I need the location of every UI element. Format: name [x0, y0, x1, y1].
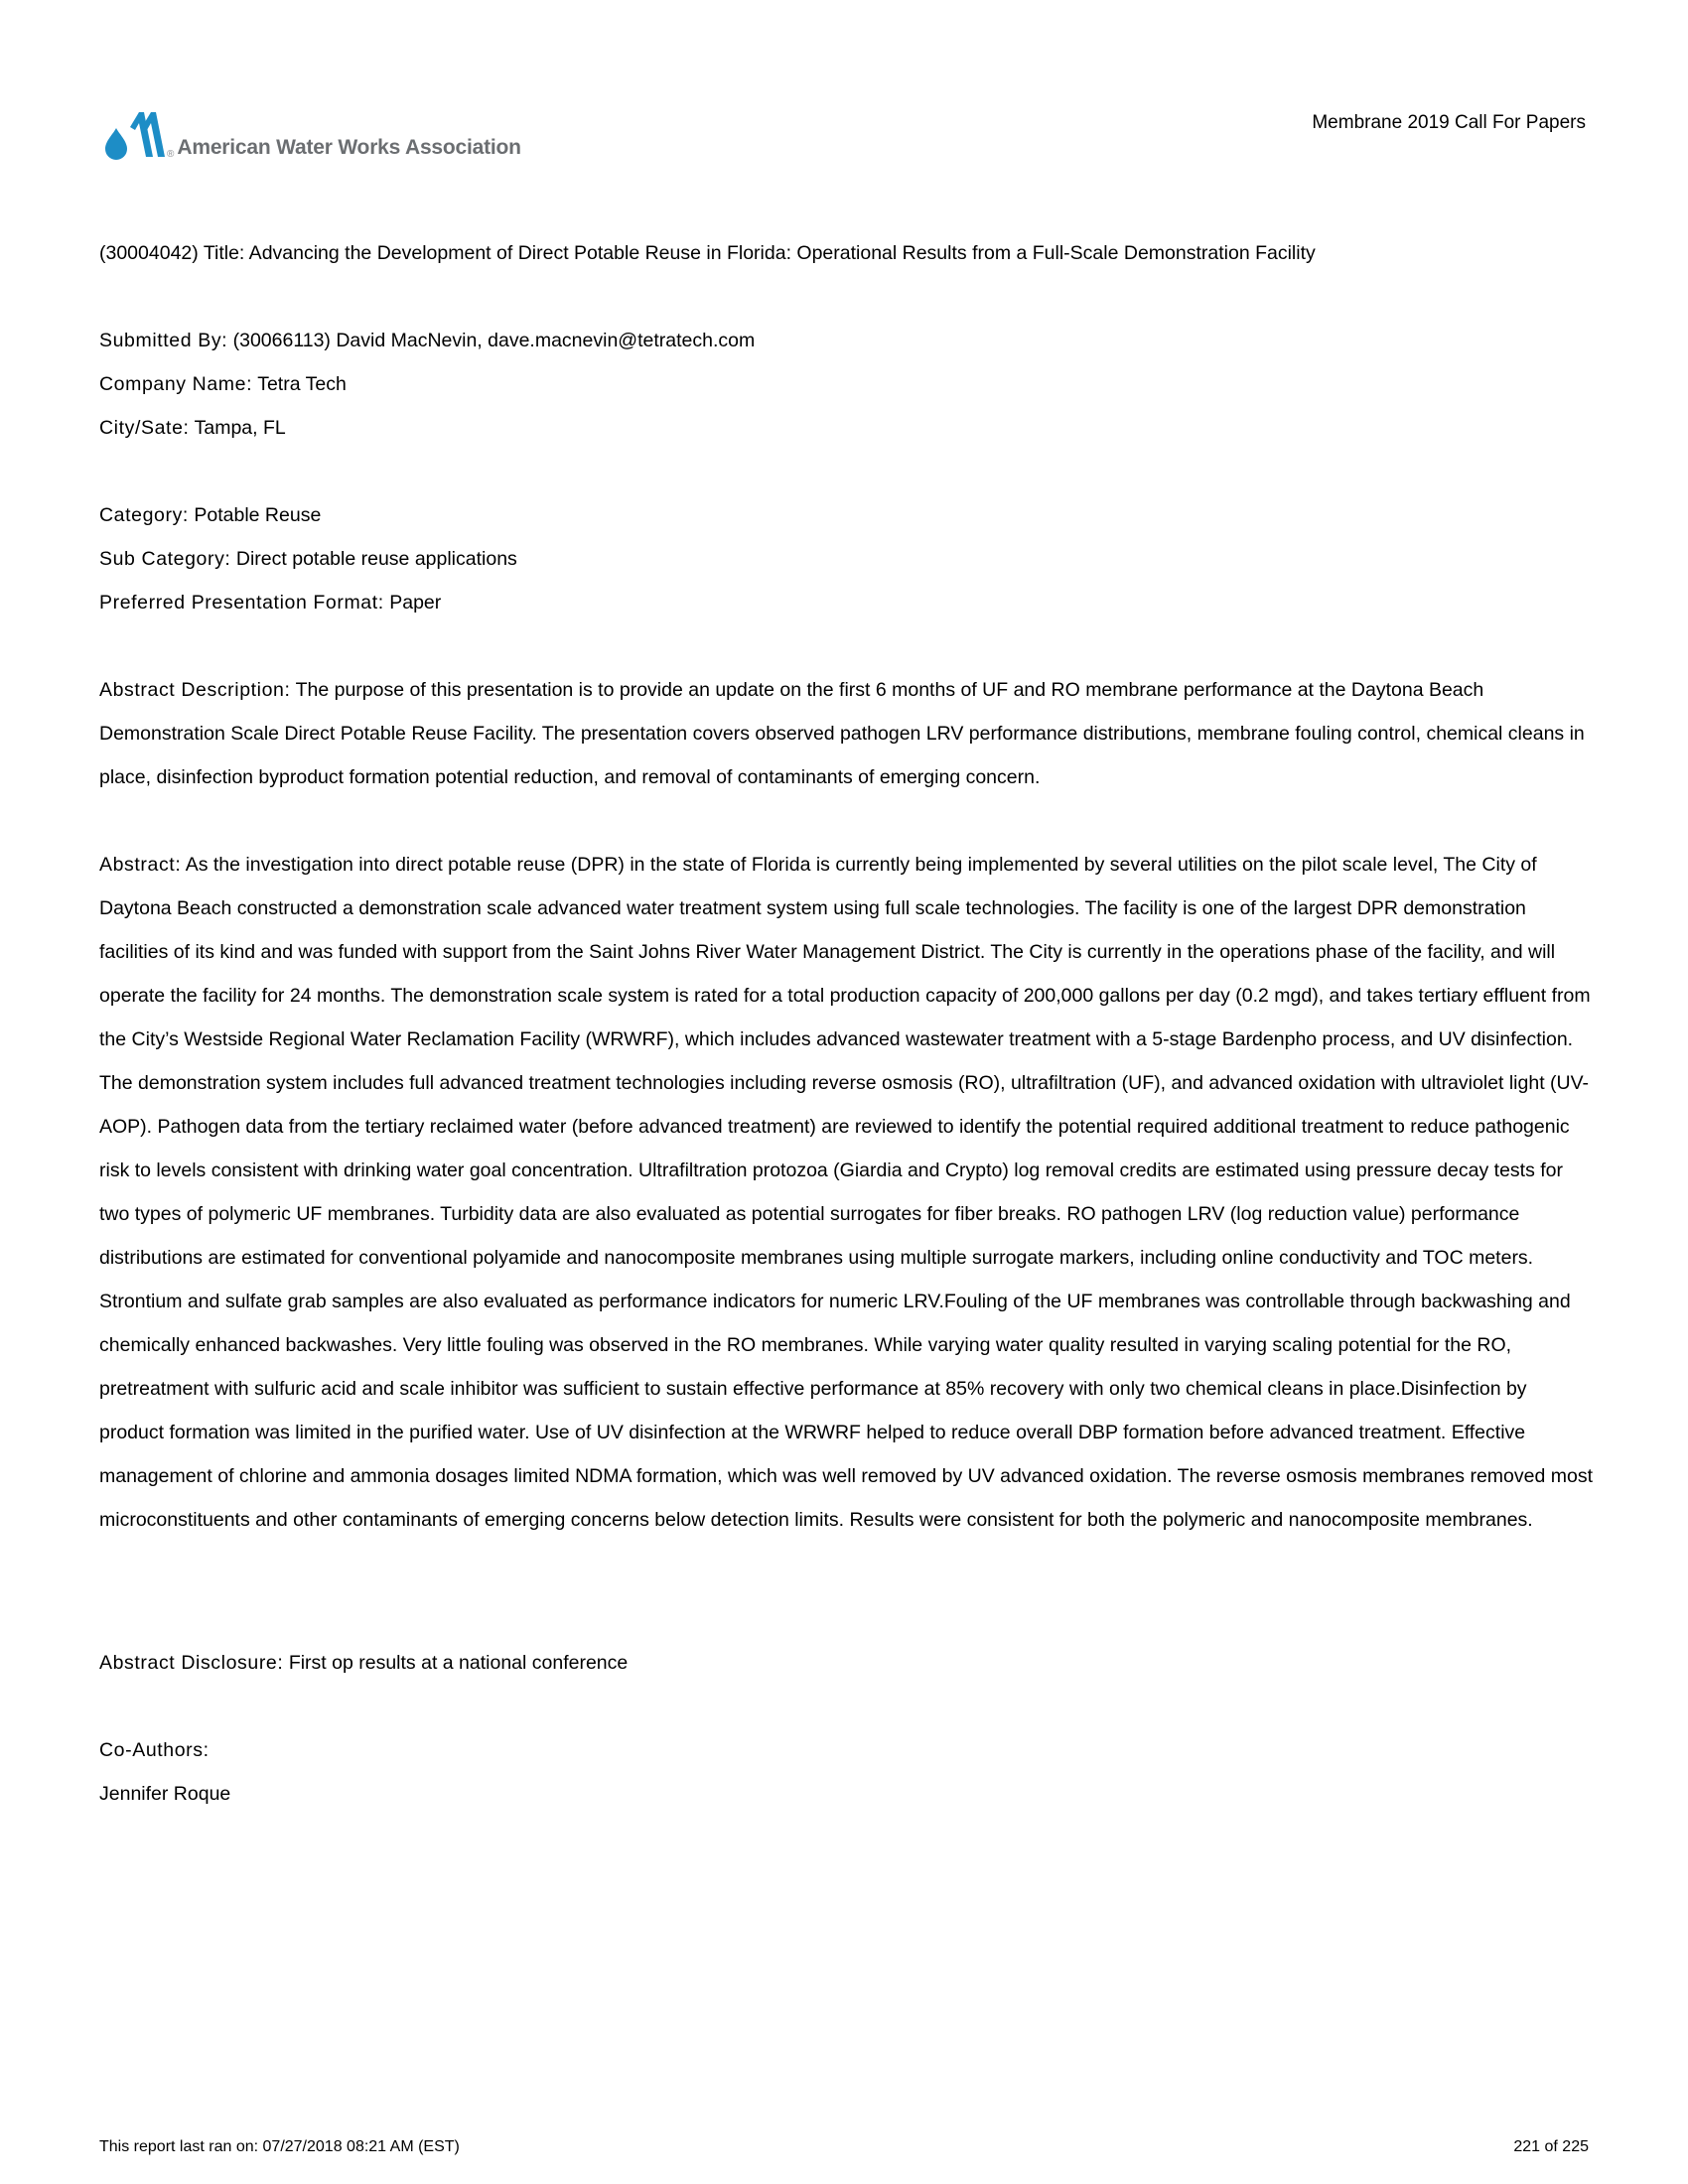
registered-trademark-symbol: ® — [167, 149, 175, 160]
city-state-label: City/Sate: — [99, 417, 190, 439]
preferred-format-row — [99, 581, 1594, 624]
company-name-value: Tetra Tech — [257, 373, 347, 395]
submission-record — [99, 231, 1594, 1816]
city-state-row — [99, 406, 1594, 450]
preferred-format-value: Paper — [389, 592, 442, 614]
abstract-disclosure-value: First op results at a national conference — [288, 1652, 629, 1674]
category-value: Potable Reuse — [194, 504, 322, 526]
co-authors-label: Co-Authors: — [99, 1739, 210, 1761]
city-state-value: Tampa, FL — [194, 417, 286, 439]
co-authors-heading — [99, 1728, 1594, 1772]
submitted-by-label: Submitted By: — [99, 330, 228, 351]
abstract-disclosure-label: Abstract Disclosure: — [99, 1652, 284, 1674]
company-name-row — [99, 362, 1594, 406]
abstract-disclosure-row — [99, 1641, 1594, 1685]
co-author-name: Jennifer Roque — [99, 1783, 231, 1805]
abstract-label: Abstract: — [99, 854, 182, 876]
report-header-title: Membrane 2019 Call For Papers — [1312, 112, 1586, 133]
submitted-by-row — [99, 319, 1594, 362]
abstract-description-paragraph — [99, 668, 1594, 799]
sub-category-row — [99, 537, 1594, 581]
abstract-description-label: Abstract Description: — [99, 679, 291, 701]
preferred-format-label: Preferred Presentation Format: — [99, 592, 384, 614]
sub-category-value: Direct potable reuse applications — [235, 548, 517, 570]
category-row — [99, 493, 1594, 537]
abstract-text: As the investigation into direct potable reuse (DPR) in the state of Florida is currently being implemented by several utilities on the pilot scale level, The City of Daytona Beach constructed a demonstration scale advanced water treatment system using full scale technologies. The facility is one of the largest DPR demonstration facilities of its kind and was funded with support from the Saint Johns River Water Management District. The City is currently in the operations phase of the facility, and will operate the facility for 24 months. The demonstration scale system is rated for a total production capacity of 200,000 gallons per day (0.2 mgd), and takes tertiary effluent from the City’s Westside Regional Water Reclamation Facility (WRWRF), which includes advanced wastewater treatment with a 5-stage Bardenpho process, and UV disinfection. The demonstration system includes full advanced treatment technologies including reverse osmosis (RO), ultrafiltration (UF), and advanced oxidation with ultraviolet light (UV-AOP). Pathogen data from the tertiary reclaimed water (before advanced treatment) are reviewed to identify the potential required additional treatment to reduce pathogenic risk to levels consistent with drinking water goal concentration. Ultrafiltration protozoa (Giardia and Crypto) log removal credits are estimated using pressure decay tests for two types of polymeric UF membranes. Turbidity data are also evaluated as potential surrogates for fiber breaks. RO pathogen LRV (log reduction value) performance distributions are estimated for conventional polyamide and nanocomposite membranes using multiple surrogate markers, including online conductivity and TOC meters. Strontium and sulfate grab samples are also evaluated as performance indicators for numeric LRV.Fouling of the UF membranes was controllable through backwashing and chemically enhanced backwashes. Very little fouling was observed in the RO membranes. While varying water quality resulted in varying scaling potential for the RO, pretreatment with sulfuric acid and scale inhibitor was sufficient to sustain effective performance at 85% recovery with only two chemical cleans in place.Disinfection by product formation was limited in the purified water. Use of UV disinfection at the WRWRF helped to reduce overall DBP formation before advanced treatment. Effective management of chlorine and ammonia dosages limited NDMA formation, which was well removed by UV advanced oxidation. The reverse osmosis membranes removed most microconstituents and other contaminants of emerging concerns below detection limits. Results were consistent for both the polymeric and nanocomposite membranes. — [99, 854, 1593, 1531]
footer-last-ran-timestamp: This report last ran on: 07/27/2018 08:21 AM (EST) — [99, 2138, 460, 2155]
abstract-paragraph — [99, 843, 1594, 1542]
footer-page-number: 221 of 225 — [1513, 2138, 1589, 2155]
company-name-label: Company Name: — [99, 373, 253, 395]
sub-category-label: Sub Category: — [99, 548, 231, 570]
awwa-water-drop-icon — [103, 111, 165, 161]
submission-title: (30004042) Title: Advancing the Development of Direct Potable Reuse in Florida: Operational Results from a Full-Scale Demonstration Facility — [99, 242, 1316, 264]
awwa-logo — [103, 111, 521, 161]
category-label: Category: — [99, 504, 189, 526]
abstract-description-text: The purpose of this presentation is to provide an update on the first 6 months of UF and RO membrane performance at the Daytona Beach Demonstration Scale Direct Potable Reuse Facility. The presentation covers observed pathogen LRV performance distributions, membrane fouling control, chemical cleans in place, disinfection byproduct formation potential reduction, and removal of contaminants of emerging concern. — [99, 679, 1585, 788]
submitted-by-value: (30066113) David MacNevin, dave.macnevin@tetratech.com — [232, 330, 756, 351]
awwa-brand-name: American Water Works Association — [177, 136, 521, 159]
